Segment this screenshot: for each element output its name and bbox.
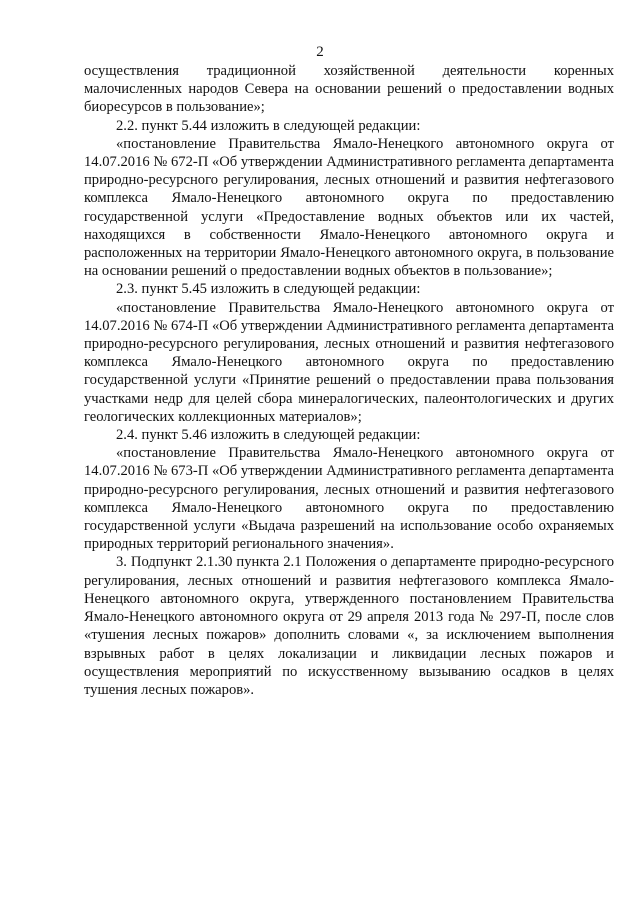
page-number: 2: [316, 44, 324, 60]
paragraph-item-2-2: 2.2. пункт 5.44 изложить в следующей редакции:: [116, 117, 421, 134]
paragraph-item-2-3: 2.3. пункт 5.45 изложить в следующей редакции:: [116, 281, 421, 298]
paragraph-continuation: осуществления традиционной хозяйственной деятельности коренных малочисленных народов Севера на основании решений о предоставлении водных биоресурсов в пользование»;: [84, 63, 614, 116]
paragraph-item-2-2-text: «постановление Правительства Ямало-Ненецкого автономного округа от 14.07.2016 № 672-П «Об утверждении Административного регламента департамента природно-ресурсного регулирования, лесных отношений и развития нефтегазового комплекса Ямало-Ненецкого автономного округа по предоставлению государственной услуги «Предоставление водных объектов или их частей, находящихся в собственности Ямало-Ненецкого автономного округа и расположенных на территории Ямало-Ненецкого автономного округа, в пользование на основании решений о предоставлении водных объектов в пользование»;: [84, 135, 614, 280]
paragraph-item-2-3-text: «постановление Правительства Ямало-Ненецкого автономного округа от 14.07.2016 № 674-П «Об утверждении Административного регламента департамента природно-ресурсного регулирования, лесных отношений и развития нефтегазового комплекса Ямало-Ненецкого автономного округа по предоставлению государственной услуги «Принятие решений о предоставлении права пользования участками недр для целей сбора минералогических, палеонтологических и других геологических коллекционных материалов»;: [84, 299, 614, 425]
paragraph-item-2-4: 2.4. пункт 5.46 изложить в следующей редакции:: [116, 427, 421, 444]
document-body: [84, 62, 614, 699]
paragraph-item-2-4-text: «постановление Правительства Ямало-Ненецкого автономного округа от 14.07.2016 № 673-П «Об утверждении Административного регламента департамента природно-ресурсного регулирования, лесных отношений и развития нефтегазового комплекса Ямало-Ненецкого автономного округа по предоставлению государственной услуги «Выдача разрешений на использование особо охраняемых природных территорий регионального значения».: [84, 445, 614, 553]
paragraph-item-3: 3. Подпункт 2.1.30 пункта 2.1 Положения о департаменте природно-ресурсного регулирования, лесных отношений и развития нефтегазового комплекса Ямало-Ненецкого автономного округа, утвержденного постановлением Правительства Ямало-Ненецкого автономного округа от 29 апреля 2013 года № 297-П, после слов «тушения лесных пожаров» дополнить словами «, за исключением выполнения взрывных работ в целях локализации и ликвидации лесных пожаров и осуществления мероприятий по искусственному вызыванию осадков в целях тушения лесных пожаров».: [84, 554, 614, 698]
